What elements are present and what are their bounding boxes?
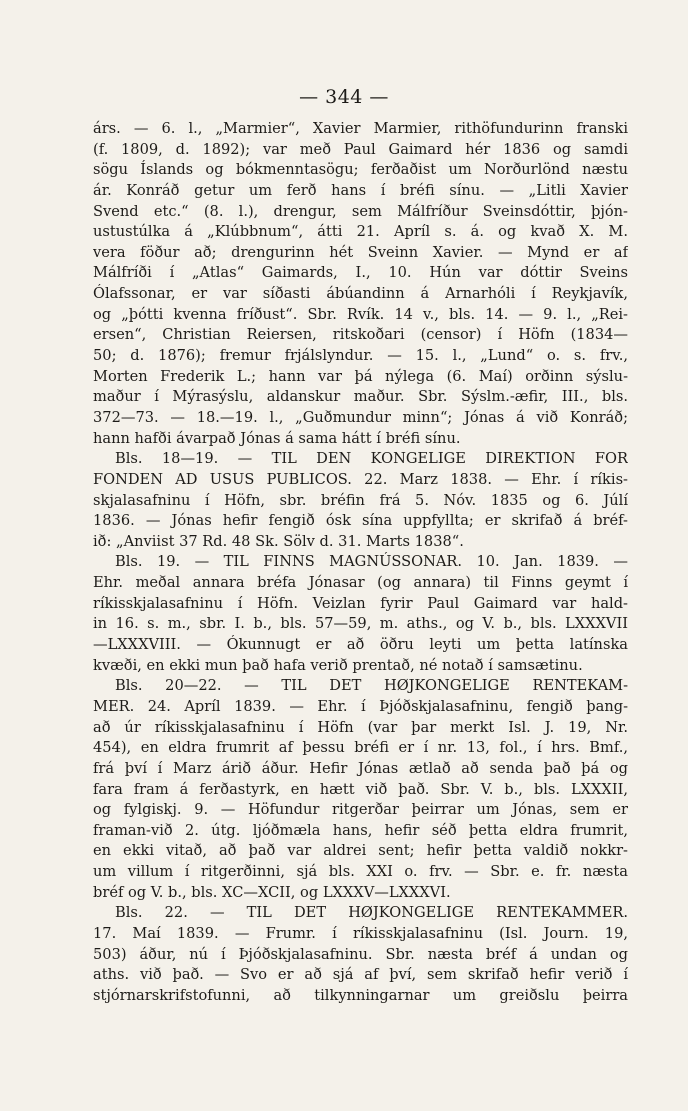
page-number: — 344 — [299, 86, 389, 108]
text-line: ríkisskjalasafninu í Höfn. Veizlan fyrir Paul Gaimard var hald- [93, 594, 628, 612]
text-line: framan-við 2. útg. ljóðmæla hans, hefir séð þetta eldra frumrit, [93, 821, 628, 839]
text-line: 503) áður, nú í Þjóðskjalasafninu. Sbr. næsta bréf á undan og [93, 945, 628, 963]
text-line: en ekki vitað, að það var aldrei sent; hefir þetta valdið nokkr- [93, 842, 628, 860]
text-line: Bls. 20—22. — TIL DET HØJKONGELIGE RENTEKAM- [115, 677, 628, 695]
text-line: árs. — 6. l., „Marmier“, Xavier Marmier, rithöfundurinn franski [93, 120, 628, 137]
text-line: Bls. 18—19. — TIL DEN KONGELIGE DIREKTION FOR [115, 450, 628, 468]
text-line: ersen“, Christian Reiersen, ritskoðari (censor) í Höfn (1834— [93, 326, 628, 344]
text-line: ár. Konráð getur um ferð hans í bréfi sínu. — „Litli Xavier [93, 181, 628, 199]
text-line: um villum í ritgerðinni, sjá bls. XXI o. frv. — Sbr. e. fr. næsta [93, 863, 628, 881]
text-line: 454), en eldra frumrit af þessu bréfi er í nr. 13, fol., í hrs. Bmf., [93, 739, 628, 757]
text-line: Málfríði í „Atlas“ Gaimards, I., 10. Hún var dóttir Sveins [93, 264, 628, 282]
text-line: ustustúlka á „Klúbbnum“, átti 21. Apríl s. á. og kvað X. M. [93, 223, 628, 241]
text-line: aths. við það. — Svo er að sjá af því, sem skrifað hefir verið í [93, 966, 628, 984]
text-line: kvæði, en ekki mun það hafa verið prentað, né notað í samsætinu. [93, 656, 583, 674]
body-text [93, 119, 628, 1007]
text-line: Svend etc.“ (8. l.), drengur, sem Málfríður Sveinsdóttir, þjón- [93, 202, 628, 220]
text-line: maður í Mýrasýslu, aldanskur maður. Sbr. Sýslm.-æfir, III., bls. [93, 388, 628, 406]
text-line: og „þótti kvenna fríðust“. Sbr. Rvík. 14 v., bls. 14. — 9. l., „Rei- [93, 305, 628, 323]
text-line: fara fram á ferðastyrk, en hætt við það. Sbr. V. b., bls. LXXXII, [93, 780, 628, 798]
text-line: vera föður að; drengurinn hét Sveinn Xavier. — Mynd er af [93, 243, 628, 261]
text-line: frá því í Marz árið áður. Hefir Jónas ætlað að senda það þá og [93, 759, 628, 777]
text-line: —LXXXVIII. — Ókunnugt er að öðru leyti um þetta latínska [93, 636, 628, 654]
text-line: Ehr. meðal annara bréfa Jónasar (og annara) til Finns geymt í [93, 574, 628, 592]
text-line: Ólafssonar, er var síðasti ábúandinn á Arnarhóli í Reykjavík, [93, 285, 628, 303]
text-line: 17. Maí 1839. — Frumr. í ríkisskjalasafninu (Isl. Journ. 19, [93, 924, 628, 942]
text-line: að úr ríkisskjalasafninu í Höfn (var þar merkt Isl. J. 19, Nr. [93, 718, 628, 736]
text-line: 1836. — Jónas hefir fengið ósk sína uppfyllta; er skrifað á bréf- [93, 512, 628, 530]
text-line: 372—73. — 18.—19. l., „Guðmundur minn“; Jónas á við Konráð; [93, 408, 628, 426]
text-line: Bls. 22. — TIL DET HØJKONGELIGE RENTEKAMMER. [115, 904, 628, 922]
text-line: bréf og V. b., bls. XC—XCII, og LXXXV—LXXXVI. [93, 883, 451, 901]
text-line: hann hafði ávarpað Jónas á sama hátt í bréfi sínu. [93, 429, 461, 447]
text-line: Morten Frederik L.; hann var þá nýlega (6. Maí) orðinn sýslu- [93, 367, 628, 385]
text-line: Bls. 19. — TIL FINNS MAGNÚSSONAR. 10. Jan. 1839. — [115, 553, 628, 571]
text-line: FONDEN AD USUS PUBLICOS. 22. Marz 1838. — Ehr. í ríkis- [93, 470, 628, 488]
text-line: in 16. s. m., sbr. I. b., bls. 57—59, m. aths., og V. b., bls. LXXXVII [93, 615, 628, 633]
text-line: MER. 24. Apríl 1839. — Ehr. í Þjóðskjalasafninu, fengið þang- [93, 697, 628, 715]
text-line: og fylgiskj. 9. — Höfundur ritgerðar þeirrar um Jónas, sem er [93, 801, 628, 819]
text-line: ið: „Anviist 37 Rd. 48 Sk. Sölv d. 31. Marts 1838“. [93, 532, 464, 550]
text-line: sögu Íslands og bókmenntasögu; ferðaðist um Norðurlönd næstu [93, 161, 628, 179]
text-line: skjalasafninu í Höfn, sbr. bréfin frá 5. Nóv. 1835 og 6. Júlí [93, 491, 628, 509]
text-line: 50; d. 1876); fremur frjálslyndur. — 15. l., „Lund“ o. s. frv., [93, 347, 628, 365]
text-line: stjórnarskrifstofunni, að tilkynningarnar um greiðslu þeirra [93, 986, 628, 1004]
text-line: (f. 1809, d. 1892); var með Paul Gaimard hér 1836 og samdi [93, 140, 628, 158]
